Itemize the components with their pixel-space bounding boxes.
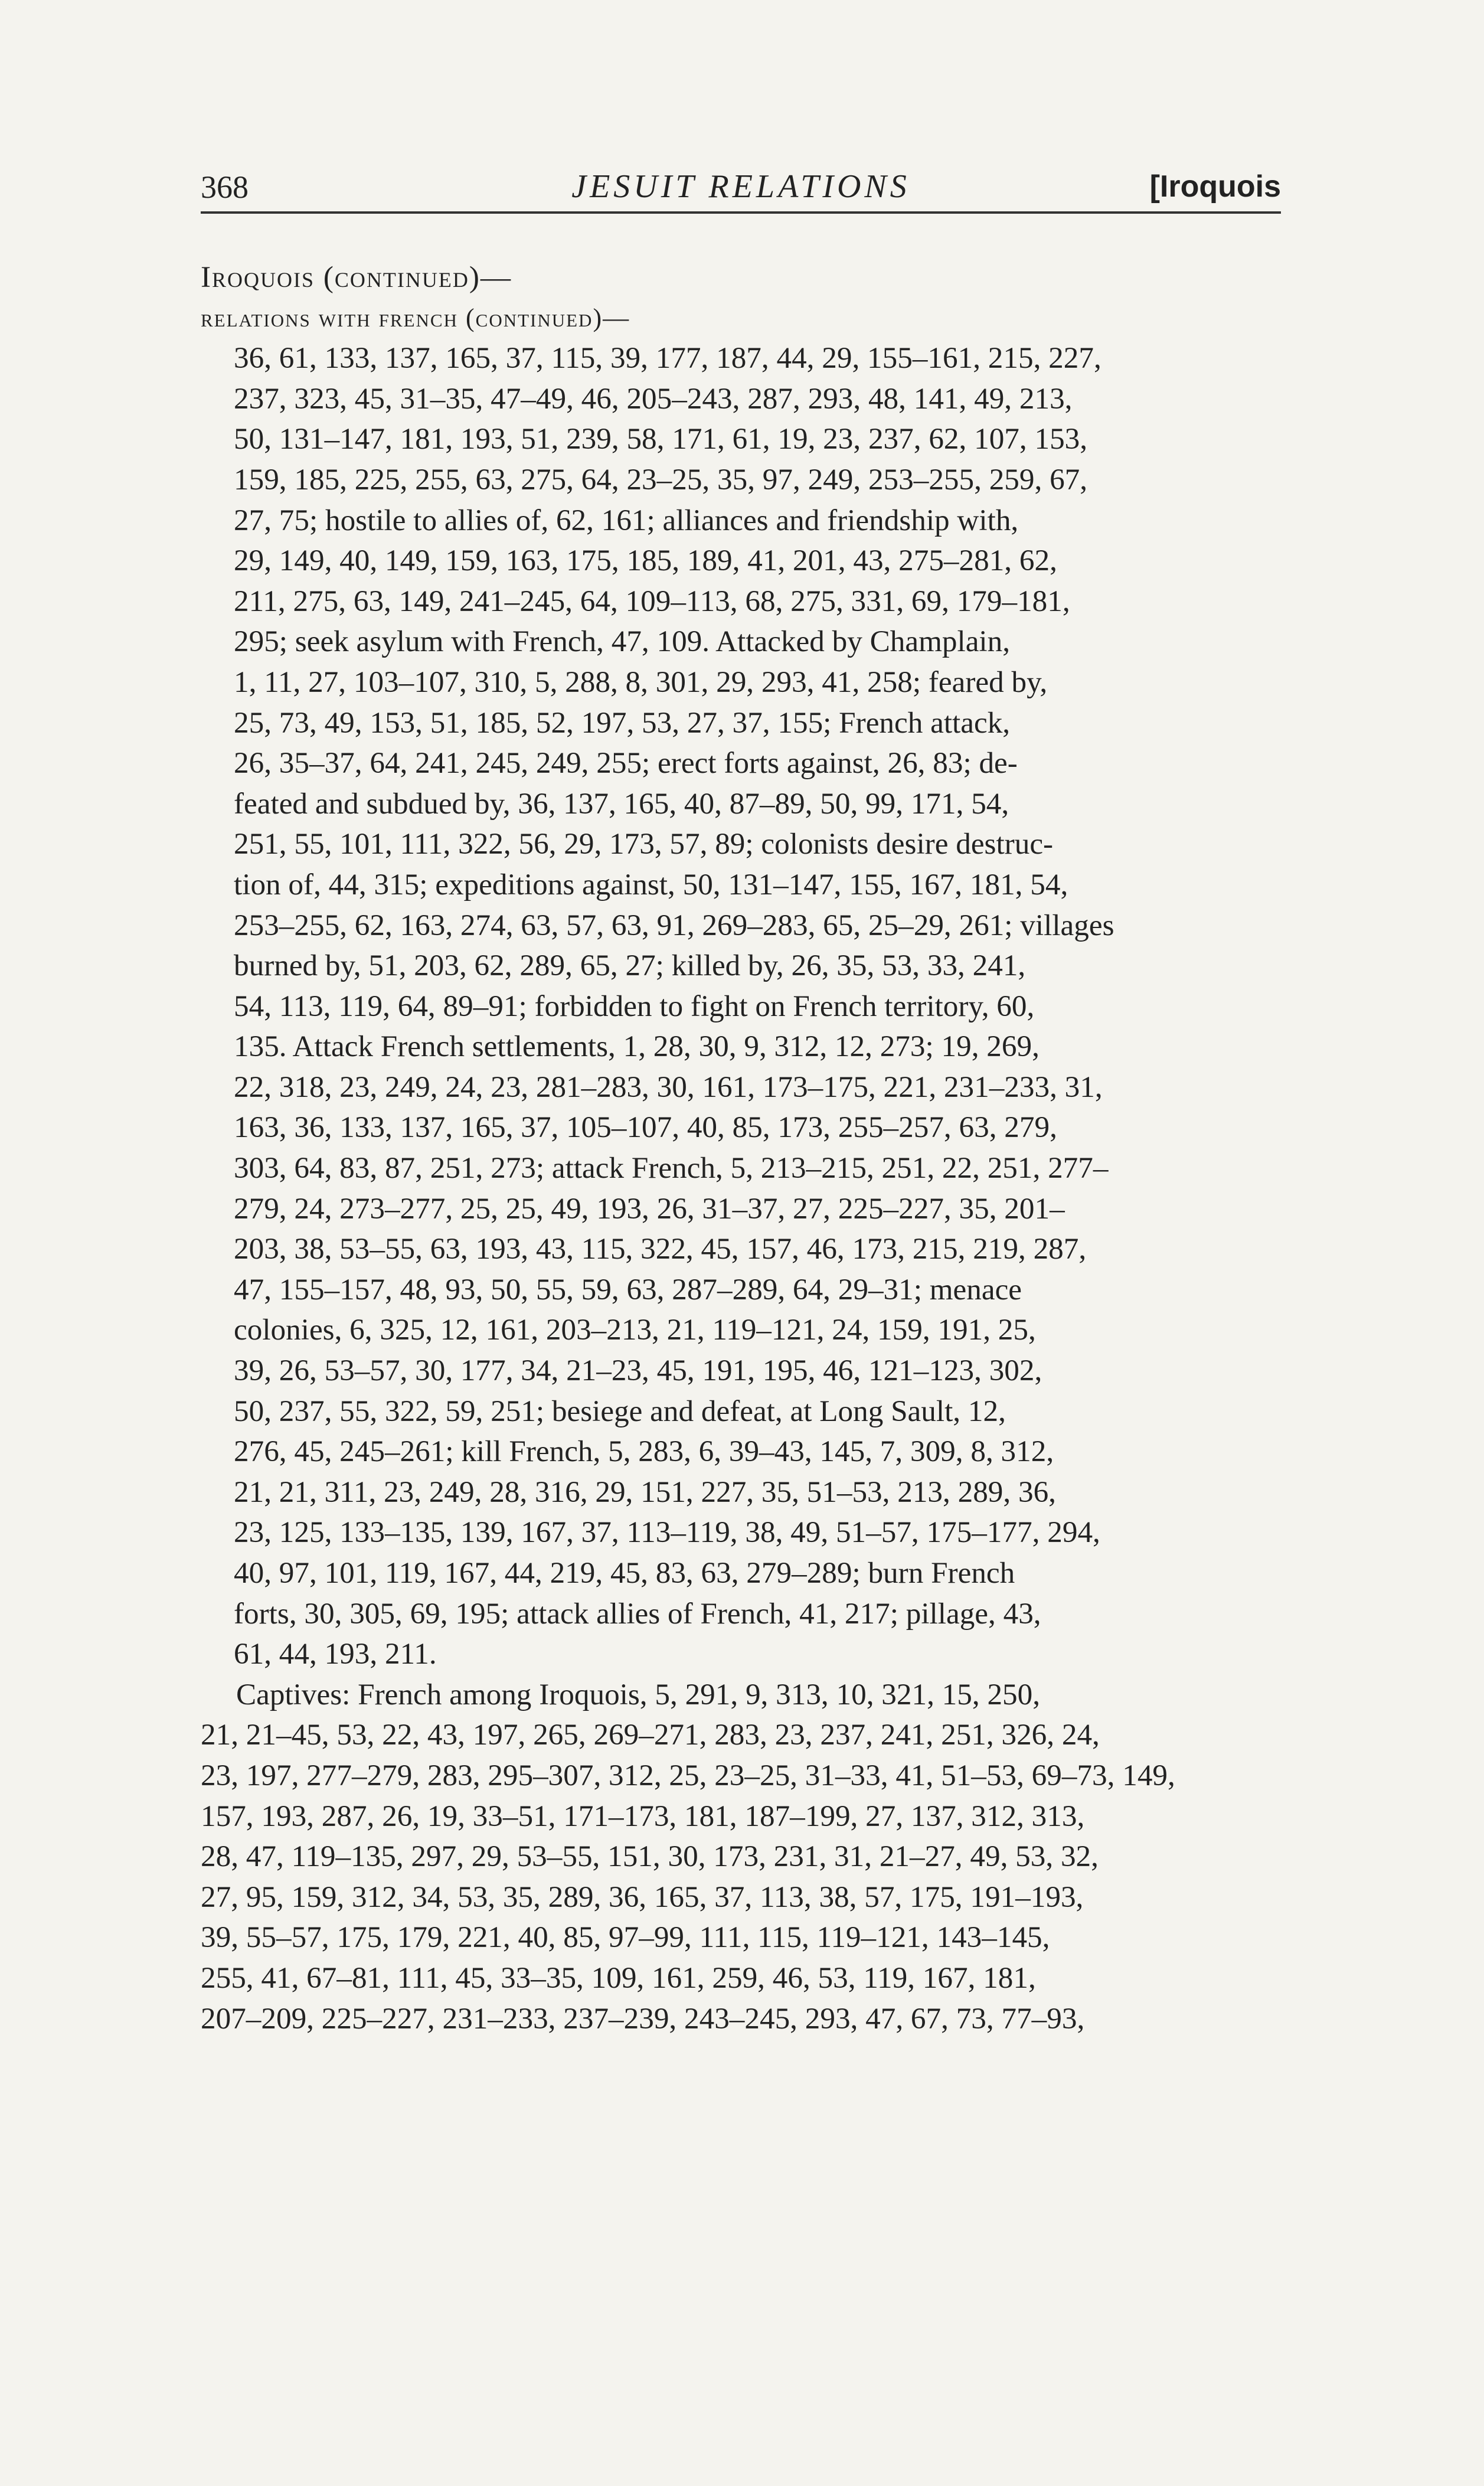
- index-line: 279, 24, 273–277, 25, 25, 49, 193, 26, 31–37, 27, 225–227, 35, 201–: [234, 1191, 1065, 1226]
- index-line: Captives: French among Iroquois, 5, 291, 9, 313, 10, 321, 15, 250,: [236, 1677, 1041, 1711]
- index-entry: [201, 257, 1281, 2039]
- entry-subheading: relations with french (continued)—: [201, 303, 630, 332]
- index-line: 54, 113, 119, 64, 89–91; forbidden to fight on French territory, 60,: [234, 989, 1035, 1023]
- index-line: 203, 38, 53–55, 63, 193, 43, 115, 322, 45, 157, 46, 173, 215, 219, 287,: [234, 1232, 1087, 1266]
- index-line: 27, 75; hostile to allies of, 62, 161; alliances and friendship with,: [234, 503, 1019, 537]
- index-line: 36, 61, 133, 137, 165, 37, 115, 39, 177, 187, 44, 29, 155–161, 215, 227,: [234, 341, 1101, 375]
- entry-lines: [201, 338, 1281, 2039]
- entry-heading: Iroquois (continued)—: [201, 260, 512, 294]
- index-line: 29, 149, 40, 149, 159, 163, 175, 185, 189, 41, 201, 43, 275–281, 62,: [234, 544, 1057, 578]
- index-line: tion of, 44, 315; expeditions against, 50, 131–147, 155, 167, 181, 54,: [234, 867, 1068, 901]
- index-line: 23, 125, 133–135, 139, 167, 37, 113–119, 38, 49, 51–57, 175–177, 294,: [234, 1515, 1100, 1550]
- page-header: [201, 164, 1281, 214]
- index-line: 237, 323, 45, 31–35, 47–49, 46, 205–243, 287, 293, 48, 141, 49, 213,: [234, 381, 1073, 416]
- index-line: colonies, 6, 325, 12, 161, 203–213, 21, 119–121, 24, 159, 191, 25,: [234, 1313, 1036, 1347]
- index-line: 163, 36, 133, 137, 165, 37, 105–107, 40, 85, 173, 255–257, 63, 279,: [234, 1110, 1057, 1145]
- index-line: 27, 95, 159, 312, 34, 53, 35, 289, 36, 165, 37, 113, 38, 57, 175, 191–193,: [201, 1880, 1084, 1914]
- index-line: 207–209, 225–227, 231–233, 237–239, 243–245, 293, 47, 67, 73, 77–93,: [201, 2001, 1085, 2036]
- index-line: burned by, 51, 203, 62, 289, 65, 27; killed by, 26, 35, 53, 33, 241,: [234, 949, 1026, 983]
- index-line: 28, 47, 119–135, 297, 29, 53–55, 151, 30, 173, 231, 31, 21–27, 49, 53, 32,: [201, 1840, 1099, 1874]
- index-line: 47, 155–157, 48, 93, 50, 55, 59, 63, 287–289, 64, 29–31; menace: [234, 1272, 1022, 1306]
- index-line: 21, 21–45, 53, 22, 43, 197, 265, 269–271, 283, 23, 237, 241, 251, 326, 24,: [201, 1718, 1100, 1752]
- index-line: 50, 131–147, 181, 193, 51, 239, 58, 171, 61, 19, 23, 237, 62, 107, 153,: [234, 422, 1088, 456]
- index-line: 1, 11, 27, 103–107, 310, 5, 288, 8, 301, 29, 293, 41, 258; feared by,: [234, 665, 1048, 699]
- index-line: 39, 55–57, 175, 179, 221, 40, 85, 97–99, 111, 115, 119–121, 143–145,: [201, 1920, 1050, 1955]
- index-line: 211, 275, 63, 149, 241–245, 64, 109–113, 68, 275, 331, 69, 179–181,: [234, 584, 1070, 618]
- index-line: 295; seek asylum with French, 47, 109. Attacked by Champlain,: [234, 625, 1011, 659]
- index-line: 61, 44, 193, 211.: [234, 1637, 437, 1671]
- index-line: 251, 55, 101, 111, 322, 56, 29, 173, 57, 89; colonists desire destruc-: [234, 827, 1054, 861]
- index-line: 135. Attack French settlements, 1, 28, 30, 9, 312, 12, 273; 19, 269,: [234, 1030, 1040, 1064]
- index-line: 50, 237, 55, 322, 59, 251; besiege and defeat, at Long Sault, 12,: [234, 1394, 1006, 1428]
- index-line: 303, 64, 83, 87, 251, 273; attack French, 5, 213–215, 251, 22, 251, 277–: [234, 1151, 1109, 1185]
- index-line: 23, 197, 277–279, 283, 295–307, 312, 25, 23–25, 31–33, 41, 51–53, 69–73, 149,: [201, 1758, 1175, 1792]
- index-line: 40, 97, 101, 119, 167, 44, 219, 45, 83, 63, 279–289; burn French: [234, 1556, 1015, 1590]
- index-line: feated and subdued by, 36, 137, 165, 40, 87–89, 50, 99, 171, 54,: [234, 786, 1009, 821]
- index-line: 22, 318, 23, 249, 24, 23, 281–283, 30, 161, 173–175, 221, 231–233, 31,: [234, 1070, 1103, 1104]
- index-line: 276, 45, 245–261; kill French, 5, 283, 6, 39–43, 145, 7, 309, 8, 312,: [234, 1435, 1054, 1469]
- index-line: 253–255, 62, 163, 274, 63, 57, 63, 91, 269–283, 65, 25–29, 261; villages: [234, 908, 1114, 942]
- index-line: 21, 21, 311, 23, 249, 28, 316, 29, 151, 227, 35, 51–53, 213, 289, 36,: [234, 1475, 1056, 1509]
- running-title: JESUIT RELATIONS: [571, 168, 910, 205]
- index-line: 39, 26, 53–57, 30, 177, 34, 21–23, 45, 191, 195, 46, 121–123, 302,: [234, 1354, 1042, 1388]
- index-line: 255, 41, 67–81, 111, 45, 33–35, 109, 161, 259, 46, 53, 119, 167, 181,: [201, 1961, 1036, 1995]
- index-line: 157, 193, 287, 26, 19, 33–51, 171–173, 181, 187–199, 27, 137, 312, 313,: [201, 1799, 1085, 1833]
- index-line: 26, 35–37, 64, 241, 245, 249, 255; erect forts against, 26, 83; de-: [234, 746, 1018, 780]
- section-label: [Iroquois: [1149, 169, 1281, 204]
- index-line: forts, 30, 305, 69, 195; attack allies of French, 41, 217; pillage, 43,: [234, 1596, 1041, 1631]
- page-number: 368: [201, 169, 249, 205]
- index-line: 25, 73, 49, 153, 51, 185, 52, 197, 53, 27, 37, 155; French attack,: [234, 705, 1011, 740]
- index-line: 159, 185, 225, 255, 63, 275, 64, 23–25, 35, 97, 249, 253–255, 259, 67,: [234, 462, 1088, 496]
